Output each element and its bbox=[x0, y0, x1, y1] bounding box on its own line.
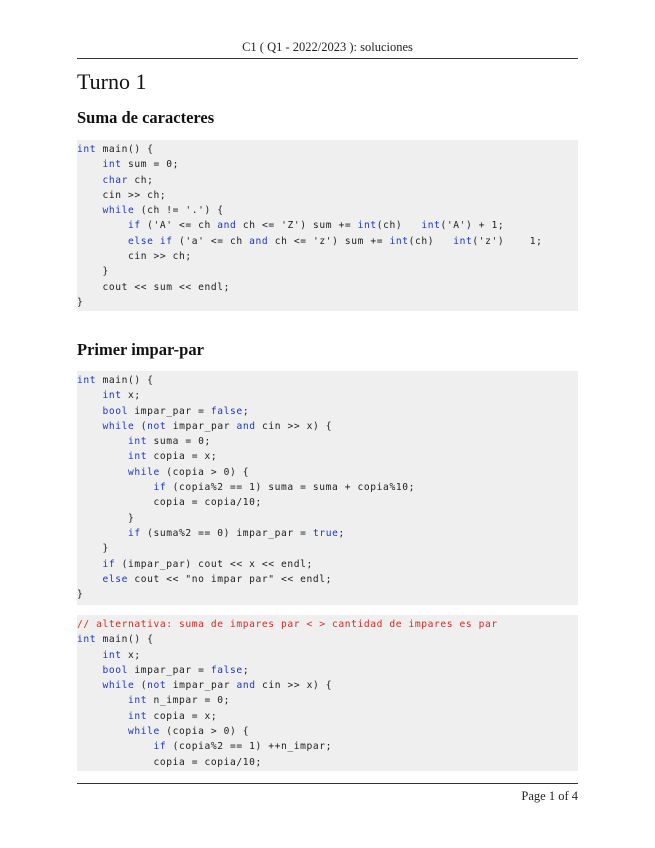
code-text bbox=[77, 406, 103, 417]
code-text: ('A') + 1; bbox=[440, 220, 505, 232]
code-text: } bbox=[77, 512, 135, 524]
code-line bbox=[77, 404, 578, 419]
section-title-impar-par: Primer impar-par bbox=[77, 340, 204, 359]
code-keyword: while bbox=[102, 680, 135, 692]
code-text bbox=[77, 741, 154, 752]
code-keyword: char bbox=[102, 174, 129, 186]
code-keyword: and bbox=[249, 235, 269, 247]
code-line bbox=[77, 724, 578, 739]
code-keyword: int bbox=[77, 144, 97, 155]
code-line bbox=[77, 755, 578, 770]
code-text bbox=[77, 236, 128, 247]
code-text bbox=[77, 680, 103, 691]
code-keyword: false bbox=[210, 405, 243, 417]
code-line bbox=[77, 157, 578, 172]
code-text: (ch) bbox=[408, 235, 454, 247]
code-text: (ch != '.') { bbox=[134, 205, 224, 217]
code-text bbox=[77, 665, 103, 676]
code-text: copia = copia/10; bbox=[77, 756, 262, 768]
code-text: impar_par bbox=[166, 420, 237, 432]
code-text bbox=[77, 695, 128, 706]
code-text: ch <= 'z') sum += bbox=[268, 235, 390, 247]
code-keyword: bool bbox=[102, 664, 129, 676]
code-keyword: int bbox=[128, 451, 148, 463]
code-line bbox=[77, 663, 578, 678]
code-line bbox=[77, 648, 578, 663]
code-text: } bbox=[77, 589, 84, 601]
code-text: ('a' <= ch bbox=[172, 235, 250, 247]
code-comment: // alternativa: suma de impares par < > cantidad de impares es par bbox=[77, 619, 498, 630]
code-line bbox=[77, 203, 578, 218]
code-line bbox=[77, 495, 578, 510]
code-line bbox=[77, 557, 578, 572]
code-text: impar_par = bbox=[128, 405, 211, 417]
code-text bbox=[77, 650, 103, 661]
code-line bbox=[77, 388, 578, 403]
code-text: } bbox=[77, 296, 84, 308]
code-line bbox=[77, 434, 578, 449]
code-text: (copia%2 == 1) ++n_impar; bbox=[166, 741, 333, 753]
code-line bbox=[77, 264, 578, 279]
code-line bbox=[77, 249, 578, 264]
code-text bbox=[77, 451, 128, 462]
code-text: ch <= 'Z') sum += bbox=[236, 220, 358, 232]
code-line bbox=[77, 373, 578, 388]
code-text: ( bbox=[134, 420, 148, 432]
code-keyword: int bbox=[453, 235, 473, 247]
code-text: copia = x; bbox=[147, 710, 218, 722]
code-line bbox=[77, 295, 578, 310]
code-line bbox=[77, 218, 578, 233]
code-text: n_impar = 0; bbox=[147, 695, 231, 707]
code-text: ; bbox=[242, 664, 250, 676]
code-text bbox=[77, 482, 154, 493]
code-text: main() { bbox=[96, 144, 154, 155]
code-text: x; bbox=[121, 649, 141, 661]
code-text: (impar_par) cout << x << endl; bbox=[115, 558, 313, 570]
section-title-suma: Suma de caracteres bbox=[77, 108, 215, 127]
code-line bbox=[77, 480, 578, 495]
code-text: sum = 0; bbox=[121, 159, 180, 171]
code-keyword: else if bbox=[128, 235, 173, 247]
document-title: Turno 1 bbox=[77, 69, 147, 94]
code-keyword: int bbox=[102, 649, 122, 661]
code-text bbox=[77, 421, 103, 432]
code-line bbox=[77, 739, 578, 754]
code-line bbox=[77, 632, 578, 647]
code-keyword: while bbox=[102, 420, 135, 432]
code-line bbox=[77, 678, 578, 693]
code-keyword: int bbox=[128, 695, 148, 707]
code-line bbox=[77, 541, 578, 556]
code-text bbox=[77, 711, 128, 722]
code-keyword: bool bbox=[102, 405, 129, 417]
footer-rule bbox=[77, 783, 578, 784]
code-text: ('z') 1; bbox=[472, 235, 543, 247]
code-line bbox=[77, 280, 578, 295]
code-block-alternativa bbox=[77, 615, 578, 771]
code-text: impar_par = bbox=[128, 664, 211, 676]
code-keyword: int bbox=[421, 220, 441, 232]
code-text: main() { bbox=[96, 634, 154, 646]
code-line bbox=[77, 572, 578, 587]
code-keyword: and bbox=[236, 680, 256, 692]
code-line bbox=[77, 449, 578, 464]
code-text: copia = x; bbox=[147, 451, 218, 463]
code-keyword: if bbox=[102, 558, 116, 570]
code-line bbox=[77, 511, 578, 526]
code-text: cout << "no impar par" << endl; bbox=[128, 573, 333, 585]
code-text: cin >> ch; bbox=[77, 189, 167, 201]
page-footer: Page 1 of 4 bbox=[521, 789, 578, 803]
code-text: (suma%2 == 0) impar_par = bbox=[140, 527, 313, 539]
code-text: (copia%2 == 1) suma = suma + copia%10; bbox=[166, 482, 415, 494]
code-text: ; bbox=[242, 405, 250, 417]
code-text: (ch) bbox=[376, 220, 422, 232]
code-keyword: int bbox=[102, 159, 122, 171]
code-line bbox=[77, 465, 578, 480]
code-text: impar_par bbox=[166, 680, 237, 692]
code-keyword: true bbox=[312, 527, 339, 539]
code-keyword: while bbox=[102, 205, 135, 217]
code-text bbox=[77, 528, 128, 539]
page-header: C1 ( Q1 - 2022/2023 ): soluciones bbox=[242, 40, 413, 54]
code-text: ( bbox=[134, 680, 148, 692]
code-text bbox=[77, 390, 103, 401]
code-text bbox=[77, 159, 103, 170]
code-line bbox=[77, 709, 578, 724]
code-line bbox=[77, 617, 578, 632]
code-text: cout << sum << endl; bbox=[77, 281, 231, 293]
code-text bbox=[77, 220, 128, 231]
code-text: copia = copia/10; bbox=[77, 497, 262, 509]
code-line bbox=[77, 173, 578, 188]
code-text bbox=[77, 436, 128, 447]
code-line bbox=[77, 142, 578, 157]
code-line bbox=[77, 693, 578, 708]
code-text bbox=[77, 726, 128, 737]
code-keyword: int bbox=[357, 220, 377, 232]
code-keyword: false bbox=[210, 664, 243, 676]
code-line bbox=[77, 188, 578, 203]
code-keyword: if bbox=[128, 527, 141, 539]
header-rule bbox=[77, 58, 578, 59]
code-text bbox=[77, 559, 103, 570]
code-text: ch; bbox=[128, 174, 154, 186]
code-line bbox=[77, 587, 578, 602]
code-text bbox=[77, 175, 103, 186]
code-line bbox=[77, 419, 578, 434]
code-line bbox=[77, 526, 578, 541]
code-keyword: and bbox=[217, 220, 237, 232]
code-keyword: while bbox=[128, 726, 160, 738]
code-text: ; bbox=[338, 527, 345, 539]
code-text: (copia > 0) { bbox=[159, 726, 250, 738]
code-text bbox=[77, 205, 103, 216]
code-keyword: while bbox=[128, 466, 160, 478]
code-block-suma bbox=[77, 140, 578, 311]
code-keyword: int bbox=[389, 235, 409, 247]
code-text: x; bbox=[121, 390, 141, 402]
code-keyword: int bbox=[77, 375, 97, 386]
code-text: } bbox=[77, 543, 109, 555]
code-keyword: int bbox=[128, 710, 148, 722]
code-keyword: if bbox=[153, 482, 167, 494]
code-keyword: int bbox=[128, 436, 148, 448]
code-block-impar-par bbox=[77, 371, 578, 605]
code-keyword: if bbox=[153, 741, 167, 753]
code-keyword: int bbox=[102, 390, 122, 402]
code-text: main() { bbox=[96, 375, 154, 386]
code-text: cin >> ch; bbox=[77, 251, 192, 263]
code-text: cin >> x) { bbox=[255, 680, 333, 692]
code-keyword: and bbox=[236, 420, 256, 432]
code-text bbox=[77, 467, 128, 478]
code-text: } bbox=[77, 266, 109, 278]
code-keyword: if bbox=[128, 220, 141, 232]
code-text: (copia > 0) { bbox=[159, 466, 250, 478]
code-text: suma = 0; bbox=[147, 436, 211, 448]
code-keyword: else bbox=[102, 573, 129, 585]
code-text: cin >> x) { bbox=[255, 420, 333, 432]
code-keyword: int bbox=[77, 634, 97, 646]
code-keyword: not bbox=[147, 420, 167, 432]
code-keyword: not bbox=[147, 680, 167, 692]
code-text bbox=[77, 574, 103, 585]
code-text: ('A' <= ch bbox=[140, 220, 218, 232]
code-line bbox=[77, 234, 578, 249]
